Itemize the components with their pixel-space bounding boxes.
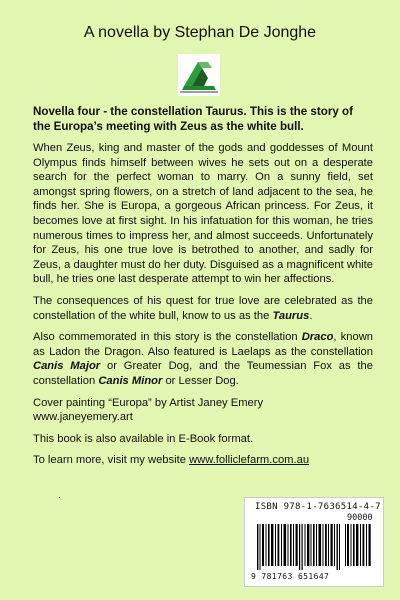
artist-website: www.janeyemery.art <box>33 411 133 424</box>
publisher-logo <box>178 54 220 96</box>
header-title: A novella by Stephan De Jonghe <box>83 24 317 41</box>
barcode-bars <box>255 524 375 570</box>
ean-digits: 9 781763 651647 <box>251 572 330 581</box>
ebook-note: This book is also available in E-Book format. <box>33 432 254 445</box>
cover-credits <box>33 396 373 425</box>
intro-paragraph: Novella four - the constellation Taurus. This is the story of the Europa’s meeting with Zeus as the white bull. <box>33 105 353 133</box>
taurus-paragraph <box>33 294 373 323</box>
canis-minor-term: Canis Minor <box>98 374 163 387</box>
back-cover-text <box>33 104 373 475</box>
stray-dot: . <box>58 490 61 501</box>
constellations-text-3: or Greater Dog, and the Teumessian Fox as the constellation <box>33 360 373 387</box>
constellations-text-4: or Lesser Dog. <box>162 374 239 387</box>
constellations-paragraph <box>33 330 373 388</box>
canis-major-term: Canis Major <box>33 360 101 373</box>
price-addon-label: 90000 <box>347 513 373 523</box>
website-link[interactable]: www.folliclefarm.com.au <box>189 454 310 467</box>
cover-credit-line: Cover painting “Europa” by Artist Janey Emery <box>33 396 264 409</box>
draco-term: Draco <box>301 331 334 344</box>
taurus-term: Taurus <box>272 309 310 322</box>
barcode-block <box>244 497 384 587</box>
constellations-text-1: Also commemorated in this story is the constellation <box>33 331 302 344</box>
isbn-label: ISBN 978-1-7636514-4-7 <box>255 502 381 512</box>
website-line <box>33 453 373 468</box>
synopsis-paragraph: When Zeus, king and master of the gods and goddesses of Mount Olympus finds himself between wives he sets out on a desperate search for the perfect woman to marry. On a sunny field, set amongst spring flowers, on a stretch of land adjacent to the sea, he finds her. She is Europa, a gorgeous African princess. For Zeus, it becomes love at first sight. In his infatuation for this woman, he tries numerous times to impress her, and almost succeeds. Unfortunately for Zeus, his one true love is betrothed to another, and sadly for Zeus, a daughter must do her duty. Disguised as a magnificent white bull, he tries one last desperate attempt to win her affections. <box>33 142 373 286</box>
taurus-end: . <box>309 309 313 322</box>
website-prompt: To learn more, visit my website <box>33 454 190 467</box>
taurus-text: The consequences of his quest for true love are celebrated as the constellation of the white bull, know to us as the <box>33 294 373 322</box>
constellations-text-2: , known as Ladon the Dragon. Also featured is Laelaps as the constellation <box>33 331 373 358</box>
